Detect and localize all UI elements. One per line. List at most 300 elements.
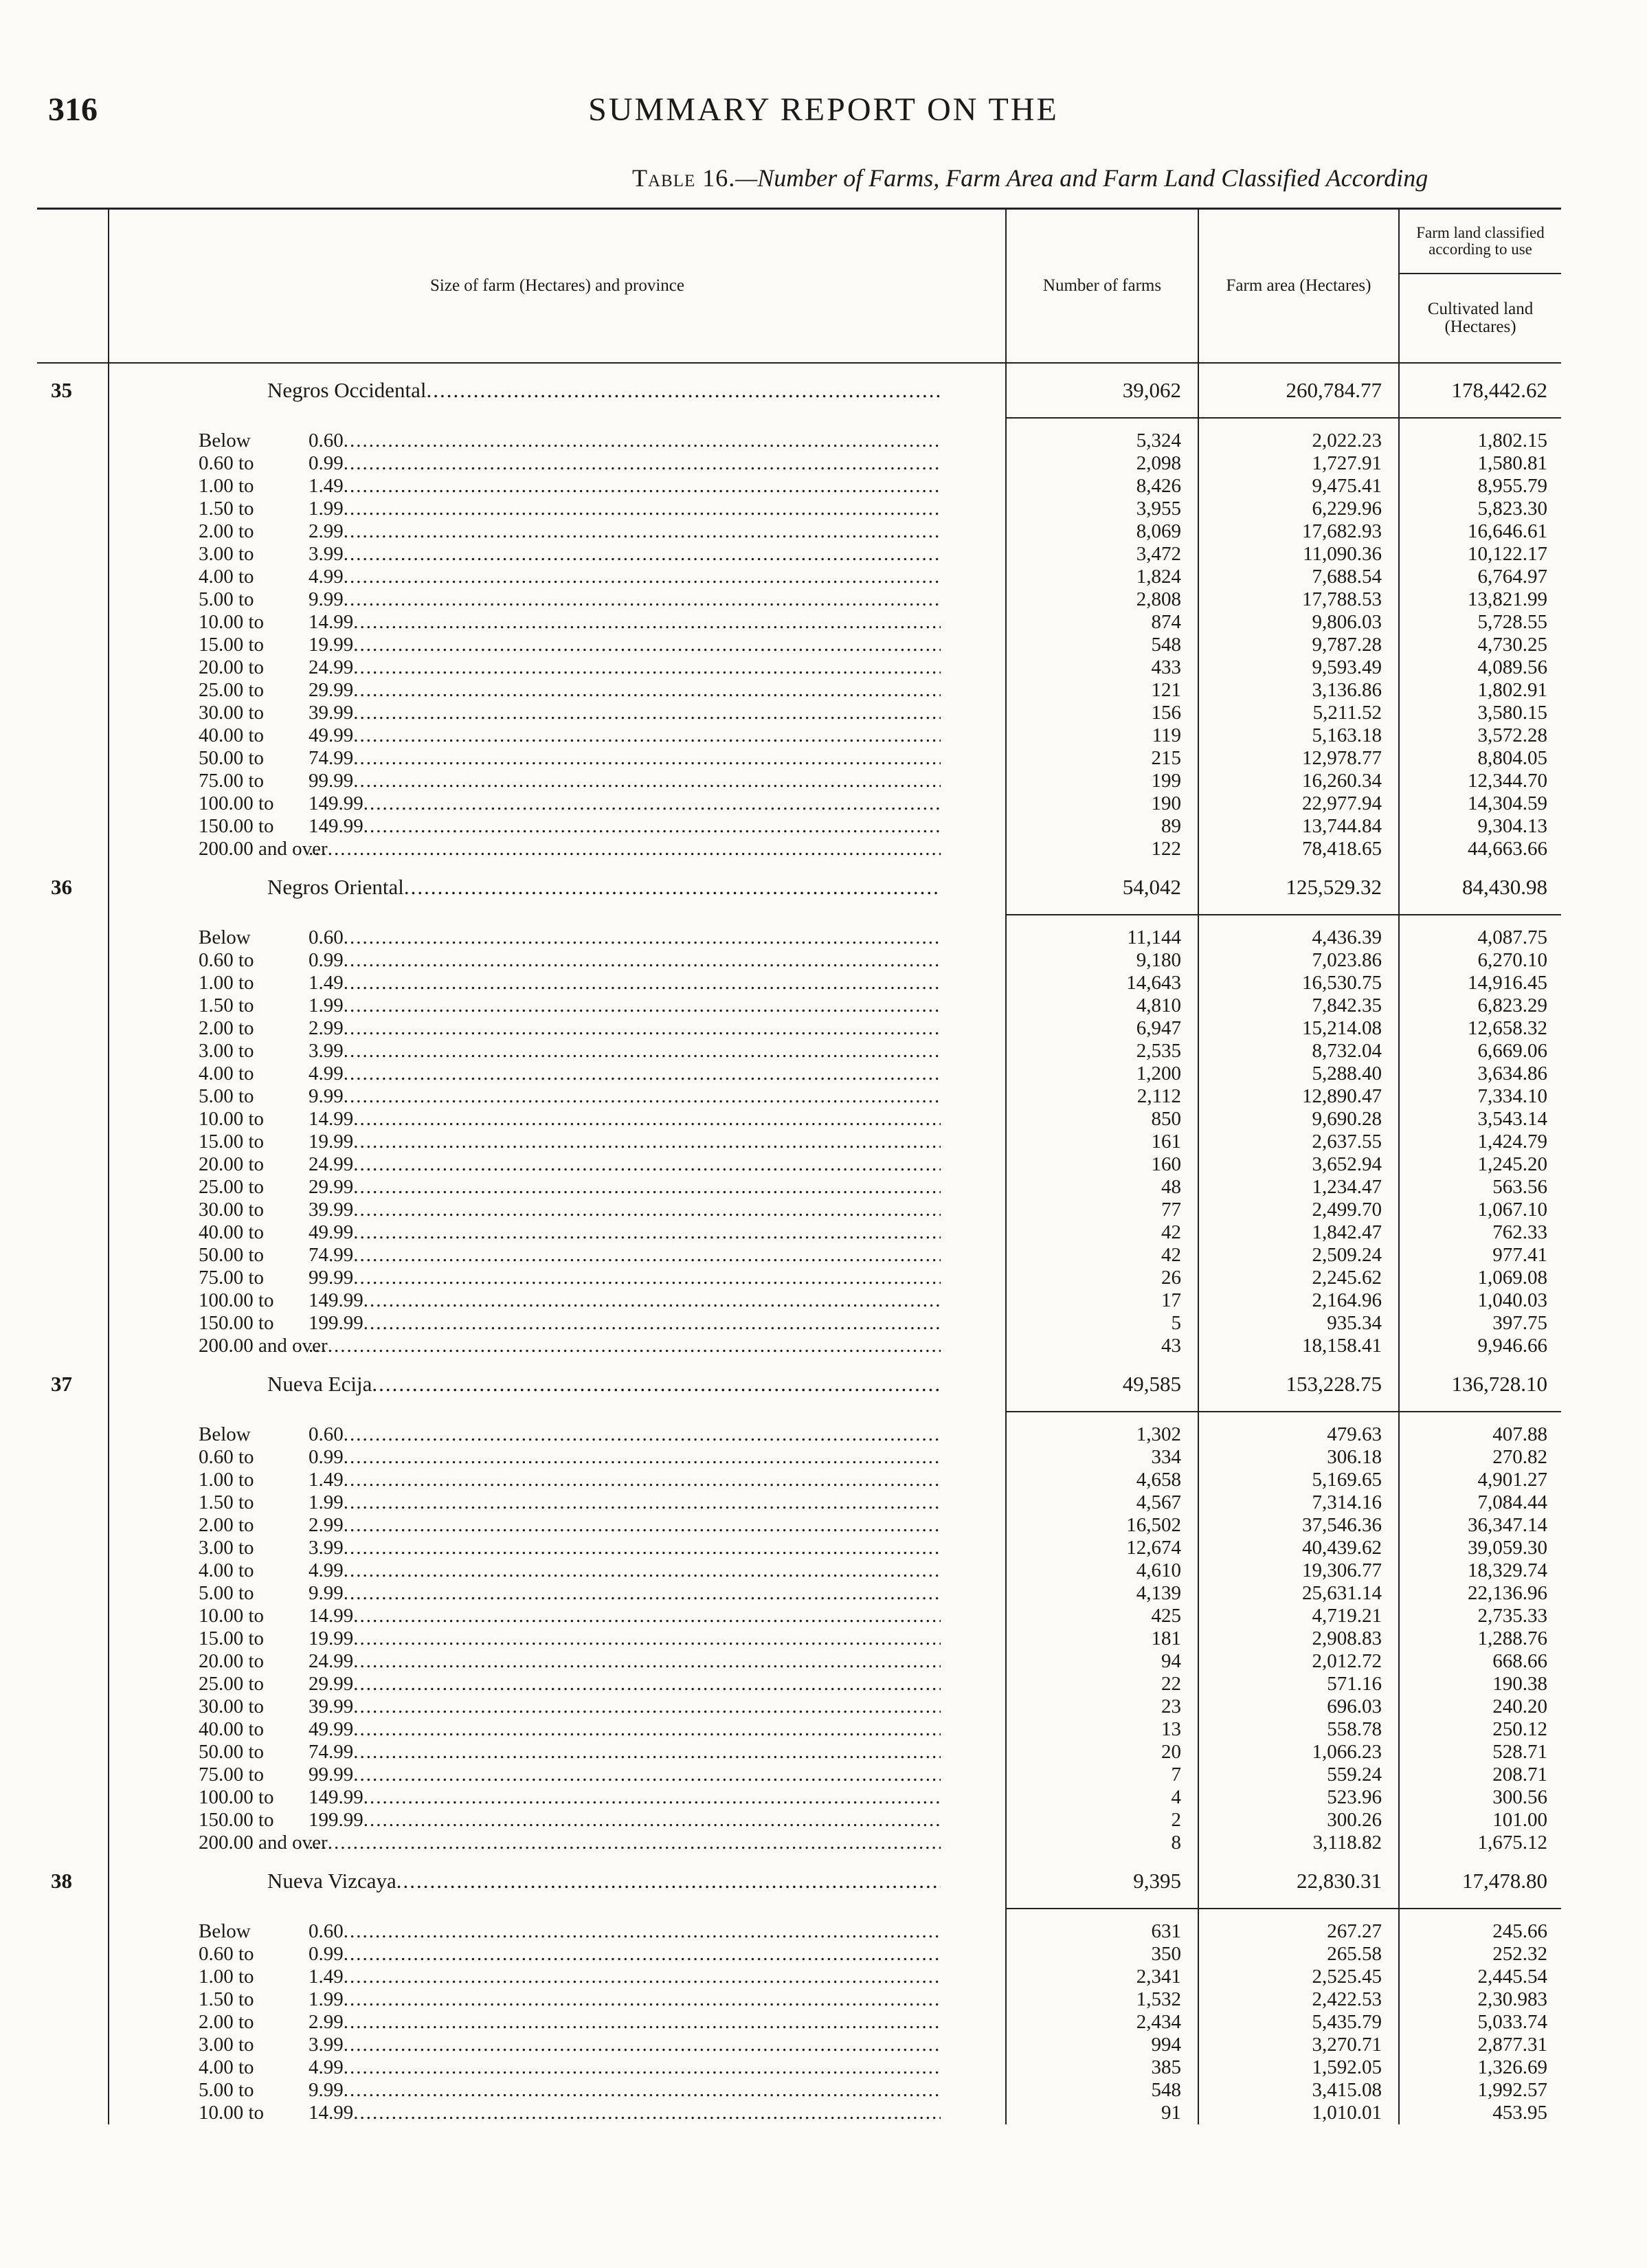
size-class-from: 2.00 to: [199, 1515, 254, 1536]
size-class-row: [37, 1153, 1561, 1176]
size-class-leader: [199, 793, 941, 814]
size-class-leader: [199, 680, 941, 700]
size-class-row: [37, 1491, 1561, 1514]
size-class-cell: [109, 1943, 1006, 1966]
size-class-row: [37, 475, 1561, 498]
cultivated-value: 7,084.44: [1477, 1491, 1547, 1514]
size-class-leader: [199, 1199, 941, 1220]
cultivated-value: 9,304.13: [1477, 815, 1547, 838]
farms-value: 91: [1006, 2102, 1198, 2124]
size-class-leader: [199, 566, 941, 587]
row-number-spacer: [37, 1469, 109, 1491]
province-leader: [267, 379, 941, 402]
size-class-row: [37, 949, 1561, 972]
area-header: Farm area (Hectares): [1198, 209, 1399, 364]
farms-value: 4,610: [1006, 1559, 1198, 1582]
farms-value: 334: [1006, 1446, 1198, 1469]
row-number-spacer: [37, 1943, 109, 1966]
size-class-to: 1.99: [309, 1989, 344, 2010]
area-value: 1,592.05: [1198, 2056, 1399, 2079]
cultivated-value: 1,580.81: [1477, 452, 1547, 475]
size-class-cell: [109, 679, 1006, 702]
size-class-row: [37, 1966, 1561, 1988]
farms-value: 548: [1006, 2079, 1198, 2102]
size-class-row: [37, 566, 1561, 588]
farms-value: 4,567: [1006, 1491, 1198, 1514]
size-class-cell: [109, 1335, 1006, 1357]
row-number-spacer: [37, 1718, 109, 1741]
area-value: 300.26: [1198, 1809, 1399, 1832]
size-class-row: [37, 994, 1561, 1017]
farms-value: 181: [1006, 1627, 1198, 1650]
size-class-row: [37, 1537, 1561, 1559]
size-class-cell: [109, 1267, 1006, 1289]
size-class-to: 39.99: [309, 1696, 354, 1717]
size-class-from: 5.00 to: [199, 1583, 254, 1604]
farms-value: 156: [1006, 702, 1198, 724]
size-class-leader: [199, 995, 941, 1016]
cultivated-value: 270.82: [1492, 1446, 1547, 1469]
size-class-to: 199.99: [309, 1810, 363, 1831]
cultivated-value: 3,543.14: [1477, 1108, 1547, 1131]
size-class-cell: [109, 2079, 1006, 2102]
size-class-from: 25.00 to: [199, 1674, 265, 1695]
size-class-to: 0.60: [309, 1423, 344, 1445]
size-class-row: [37, 1335, 1561, 1357]
row-number-spacer: [37, 1267, 109, 1289]
cultivated-value: 1,326.69: [1477, 2056, 1547, 2079]
size-class-leader: [199, 1719, 941, 1739]
province-name-cell: [109, 363, 1006, 418]
cultivated-value: 10,122.17: [1468, 543, 1547, 566]
cultivated-value: 3,634.86: [1477, 1063, 1547, 1085]
area-value: 2,509.24: [1198, 1244, 1399, 1267]
area-value: 15,214.08: [1198, 1017, 1399, 1040]
farms-value: 77: [1006, 1199, 1198, 1221]
size-class-row: [37, 452, 1561, 475]
size-class-cell: [109, 475, 1006, 498]
province-farms: 49,585: [1006, 1357, 1198, 1412]
row-number-spacer: [37, 1764, 109, 1786]
cultivated-value: 977.41: [1492, 1244, 1547, 1267]
farms-value: 4,810: [1006, 994, 1198, 1017]
size-class-leader: [199, 2080, 941, 2100]
size-class-to: 4.99: [309, 1063, 344, 1085]
size-class-row: [37, 1696, 1561, 1718]
row-number-spacer: [37, 588, 109, 611]
province-leader: [267, 1870, 941, 1893]
province-row: [37, 1357, 1561, 1412]
size-class-cell: [109, 915, 1006, 949]
farms-value: 631: [1006, 1909, 1198, 1943]
size-class-from: 2.00 to: [199, 2012, 254, 2033]
size-class-from: 20.00 to: [199, 1154, 265, 1175]
row-number-spacer: [37, 1650, 109, 1673]
size-class-from: 1.50 to: [199, 1492, 254, 1513]
area-value: 2,637.55: [1198, 1131, 1399, 1153]
row-number-spacer: [37, 1085, 109, 1108]
size-class-cell: [109, 611, 1006, 634]
size-class-row: [37, 1909, 1561, 1943]
size-class-leader: [199, 1674, 941, 1694]
farms-value: 42: [1006, 1244, 1198, 1267]
size-class-leader: [199, 1989, 941, 2010]
size-class-from: 30.00 to: [199, 1696, 265, 1717]
size-class-from: 10.00 to: [199, 612, 265, 633]
row-number-spacer: [37, 1491, 109, 1514]
size-class-cell: [109, 702, 1006, 724]
size-class-row: [37, 1412, 1561, 1446]
size-class-row: [37, 498, 1561, 520]
cultivated-value: 3,580.15: [1477, 702, 1547, 724]
size-class-row: [37, 1741, 1561, 1764]
size-class-cell: [109, 1786, 1006, 1809]
size-class-row: [37, 1221, 1561, 1244]
size-class-cell: [109, 1909, 1006, 1943]
size-class-cell: [109, 1514, 1006, 1537]
size-class-cell: [109, 1966, 1006, 1988]
farms-value: 8,069: [1006, 520, 1198, 543]
size-class-to: 3.99: [309, 544, 344, 565]
farms-value: 215: [1006, 747, 1198, 770]
size-class-leader: [199, 1086, 941, 1107]
farms-value: 5,324: [1006, 418, 1198, 452]
size-class-to: 14.99: [309, 612, 354, 633]
size-class-from: 0.60 to: [199, 1944, 254, 1965]
size-class-to: 1.49: [309, 476, 344, 497]
area-value: 2,525.45: [1198, 1966, 1399, 1988]
cultivated-value: 4,901.27: [1477, 1469, 1547, 1491]
size-class-from: 4.00 to: [199, 566, 254, 588]
size-class-leader: [199, 1154, 941, 1175]
size-class-cell: [109, 1764, 1006, 1786]
size-class-leader: [199, 770, 941, 791]
cultivated-value: 1,069.08: [1477, 1267, 1547, 1289]
row-number-spacer: [37, 994, 109, 1017]
size-class-cell: [109, 1559, 1006, 1582]
size-class-leader: [199, 453, 941, 474]
size-class-cell: [109, 520, 1006, 543]
size-class-row: [37, 1312, 1561, 1335]
area-value: 1,842.47: [1198, 1221, 1399, 1244]
farms-value: 2,341: [1006, 1966, 1198, 1988]
size-class-to: 14.99: [309, 1109, 354, 1130]
size-class-from: 75.00 to: [199, 1764, 265, 1786]
row-number-spacer: [37, 566, 109, 588]
farms-value: 1,532: [1006, 1988, 1198, 2011]
size-class-row: [37, 1988, 1561, 2011]
cultivated-value: 190.38: [1492, 1673, 1547, 1696]
size-class-from: 2.00 to: [199, 1018, 254, 1039]
size-class-leader: [199, 1267, 941, 1288]
province-number: 38: [51, 1869, 72, 1893]
province-farms: 54,042: [1006, 860, 1198, 915]
size-class-to: 74.99: [309, 1245, 354, 1266]
farms-value: 3,955: [1006, 498, 1198, 520]
size-class-from: 1.50 to: [199, 995, 254, 1016]
size-class-to: 19.99: [309, 1131, 354, 1153]
farms-value: 425: [1006, 1605, 1198, 1627]
row-number-spacer: [37, 498, 109, 520]
size-class-from: 75.00 to: [199, 1267, 265, 1289]
size-class-cell: [109, 1605, 1006, 1627]
row-number-spacer: [37, 1786, 109, 1809]
size-class-to: 9.99: [309, 1583, 344, 1604]
size-class-to: 99.99: [309, 1267, 354, 1289]
size-class-cell: [109, 566, 1006, 588]
size-class-cell: [109, 1131, 1006, 1153]
area-value: 11,090.36: [1198, 543, 1399, 566]
area-value: 1,234.47: [1198, 1176, 1399, 1199]
size-class-to: 1.49: [309, 1469, 344, 1491]
cultivated-value: 1,802.91: [1477, 679, 1547, 702]
size-class-to: 9.99: [309, 2080, 344, 2101]
cultivated-value: 1,802.15: [1477, 430, 1547, 452]
cultivated-value: 6,823.29: [1477, 994, 1547, 1017]
size-class-leader: [199, 589, 941, 610]
farm-table: [37, 208, 1561, 2124]
size-class-leader: [199, 657, 941, 678]
province-area: 153,228.75: [1198, 1357, 1399, 1412]
area-value: 12,978.77: [1198, 747, 1399, 770]
size-class-from: 5.00 to: [199, 589, 254, 610]
size-class-row: [37, 1673, 1561, 1696]
size-class-leader: [199, 1245, 941, 1265]
size-class-leader: [199, 1787, 941, 1808]
area-value: 3,652.94: [1198, 1153, 1399, 1176]
cultivated-value: 252.32: [1492, 1943, 1547, 1966]
row-number-spacer: [37, 1966, 109, 1988]
area-value: 6,229.96: [1198, 498, 1399, 520]
size-class-leader: [199, 476, 941, 496]
size-class-from: 30.00 to: [199, 1199, 265, 1221]
size-class-from: 5.00 to: [199, 2080, 254, 2101]
size-class-cell: [109, 747, 1006, 770]
size-class-cell: [109, 1582, 1006, 1605]
area-value: 7,688.54: [1198, 566, 1399, 588]
size-class-cell: [109, 1469, 1006, 1491]
size-class-from: 2.00 to: [199, 521, 254, 542]
size-class-cell: [109, 838, 1006, 860]
size-class-cell: [109, 1312, 1006, 1335]
farms-value: 26: [1006, 1267, 1198, 1289]
farms-value: 13: [1006, 1718, 1198, 1741]
size-class-from: 10.00 to: [199, 1109, 265, 1130]
row-number-spacer: [37, 543, 109, 566]
size-class-row: [37, 1199, 1561, 1221]
row-number-spacer: [37, 972, 109, 994]
size-class-from: 25.00 to: [199, 680, 265, 701]
size-class-leader: [199, 1335, 941, 1356]
size-class-row: [37, 815, 1561, 838]
area-value: 1,066.23: [1198, 1741, 1399, 1764]
size-class-to: 39.99: [309, 702, 354, 724]
size-class-from: 0.60 to: [199, 950, 254, 971]
area-value: 18,158.41: [1198, 1335, 1399, 1357]
size-class-from: 200.00 and over: [199, 1335, 328, 1357]
farms-value: 190: [1006, 792, 1198, 815]
row-number-spacer: [37, 634, 109, 656]
size-class-from: 3.00 to: [199, 1041, 254, 1062]
size-class-to: 149.99: [309, 1787, 363, 1808]
size-class-to: 4.99: [309, 566, 344, 588]
cultivated-value: 528.71: [1492, 1741, 1547, 1764]
size-class-row: [37, 1718, 1561, 1741]
size-class-row: [37, 1514, 1561, 1537]
size-class-to: 0.99: [309, 950, 344, 971]
row-number-spacer: [37, 1312, 109, 1335]
size-class-row: [37, 543, 1561, 566]
size-class-to: 74.99: [309, 1742, 354, 1763]
size-class-row: [37, 1627, 1561, 1650]
farms-value: 1,200: [1006, 1063, 1198, 1085]
farms-value: 119: [1006, 724, 1198, 747]
area-value: 4,719.21: [1198, 1605, 1399, 1627]
area-value: 2,245.62: [1198, 1267, 1399, 1289]
row-number-spacer: [37, 915, 109, 949]
size-class-from: 5.00 to: [199, 1086, 254, 1107]
area-value: 40,439.62: [1198, 1537, 1399, 1559]
area-value: 9,593.49: [1198, 656, 1399, 679]
area-value: 558.78: [1198, 1718, 1399, 1741]
size-class-to: 0.60: [309, 1920, 344, 1942]
size-class-cell: [109, 994, 1006, 1017]
area-value: 9,787.28: [1198, 634, 1399, 656]
size-class-leader: [199, 950, 941, 970]
size-class-cell: [109, 949, 1006, 972]
size-class-row: [37, 972, 1561, 994]
farms-value: 160: [1006, 1153, 1198, 1176]
size-class-from: 200.00 and over: [199, 1832, 328, 1854]
cultivated-value: 14,304.59: [1468, 792, 1547, 815]
size-class-from: 4.00 to: [199, 1063, 254, 1085]
size-class-row: [37, 915, 1561, 949]
cultivated-value: 250.12: [1492, 1718, 1547, 1741]
province-area: 260,784.77: [1198, 363, 1399, 418]
size-class-from: 25.00 to: [199, 1177, 265, 1198]
row-number-spacer: [37, 1809, 109, 1832]
size-class-row: [37, 1559, 1561, 1582]
size-class-from: 1.00 to: [199, 972, 254, 994]
size-class-row: [37, 2034, 1561, 2056]
cultivated-value: 3,572.28: [1477, 724, 1547, 747]
size-class-row: [37, 1244, 1561, 1267]
size-class-leader: [199, 1041, 941, 1061]
row-number-spacer: [37, 815, 109, 838]
size-class-cell: [109, 1085, 1006, 1108]
row-number-spacer: [37, 418, 109, 452]
province-cultivated: 178,442.62: [1399, 363, 1561, 418]
area-value: 13,744.84: [1198, 815, 1399, 838]
size-class-to: 74.99: [309, 748, 354, 769]
row-number-spacer: [37, 1221, 109, 1244]
size-class-to: 24.99: [309, 1154, 354, 1175]
farms-header: Number of farms: [1006, 209, 1198, 364]
area-value: 8,732.04: [1198, 1040, 1399, 1063]
row-number-spacer: [37, 2011, 109, 2034]
row-number-spacer: [37, 792, 109, 815]
size-class-to: 4.99: [309, 2057, 344, 2078]
cultivated-value: 6,764.97: [1477, 566, 1547, 588]
running-head: SUMMARY REPORT ON THE: [588, 91, 1059, 128]
province-leader: [267, 1373, 941, 1396]
province-name-cell: [109, 860, 1006, 915]
size-class-cell: [109, 770, 1006, 792]
size-class-to: 2.99: [309, 1018, 344, 1039]
area-value: 78,418.65: [1198, 838, 1399, 860]
area-value: 571.16: [1198, 1673, 1399, 1696]
size-class-to: 149.99: [309, 816, 363, 837]
row-number-spacer: [37, 1988, 109, 2011]
farms-value: 94: [1006, 1650, 1198, 1673]
size-class-cell: [109, 1446, 1006, 1469]
size-class-cell: [109, 1289, 1006, 1312]
province-cultivated: 136,728.10: [1399, 1357, 1561, 1412]
size-class-leader: [199, 2012, 941, 2032]
table-body: [37, 363, 1561, 2124]
farms-value: 350: [1006, 1943, 1198, 1966]
row-number-spacer: [37, 520, 109, 543]
size-class-leader: [199, 1696, 941, 1717]
size-class-to: 29.99: [309, 1177, 354, 1198]
farms-value: 3,472: [1006, 543, 1198, 566]
size-class-to: 2.99: [309, 1515, 344, 1536]
cultivated-value: 2,877.31: [1477, 2034, 1547, 2056]
table-caption: [632, 164, 1428, 192]
province-row: [37, 363, 1561, 418]
farms-value: 11,144: [1006, 915, 1198, 949]
size-header: Size of farm (Hectares) and province: [109, 209, 1006, 364]
area-value: 559.24: [1198, 1764, 1399, 1786]
size-class-row: [37, 1063, 1561, 1085]
size-class-to: 39.99: [309, 1199, 354, 1221]
area-value: 19,306.77: [1198, 1559, 1399, 1582]
size-class-cell: [109, 588, 1006, 611]
size-class-row: [37, 1446, 1561, 1469]
row-number-spacer: [37, 656, 109, 679]
size-class-leader: [199, 725, 941, 746]
row-number-spacer: [37, 1244, 109, 1267]
row-number-spacer: [37, 475, 109, 498]
size-class-row: [37, 1469, 1561, 1491]
farms-value: 5: [1006, 1312, 1198, 1335]
province-farms: 39,062: [1006, 363, 1198, 418]
size-class-leader: [199, 1560, 941, 1581]
cultivated-value: 44,663.66: [1468, 838, 1547, 860]
cultivated-value: 5,823.30: [1477, 498, 1547, 520]
cultivated-value: 7,334.10: [1477, 1085, 1547, 1108]
size-class-to: 2.99: [309, 2012, 344, 2033]
row-number-spacer: [37, 2079, 109, 2102]
cultivated-value: 8,804.05: [1477, 747, 1547, 770]
row-number-spacer: [37, 1832, 109, 1854]
farms-value: 433: [1006, 656, 1198, 679]
area-value: 3,270.71: [1198, 2034, 1399, 2056]
size-class-leader: [199, 1537, 941, 1558]
size-class-from: 15.00 to: [199, 1628, 265, 1649]
size-class-to: 9.99: [309, 1086, 344, 1107]
cultivated-value: 12,658.32: [1468, 1017, 1547, 1040]
size-class-from: 30.00 to: [199, 702, 265, 724]
size-class-from: 1.50 to: [199, 1989, 254, 2010]
size-class-to: 1.99: [309, 995, 344, 1016]
size-class-from: 20.00 to: [199, 1651, 265, 1672]
size-class-row: [37, 418, 1561, 452]
area-value: 5,288.40: [1198, 1063, 1399, 1085]
size-class-from: 3.00 to: [199, 1537, 254, 1559]
size-class-cell: [109, 815, 1006, 838]
cultivated-value: 1,288.76: [1477, 1627, 1547, 1650]
